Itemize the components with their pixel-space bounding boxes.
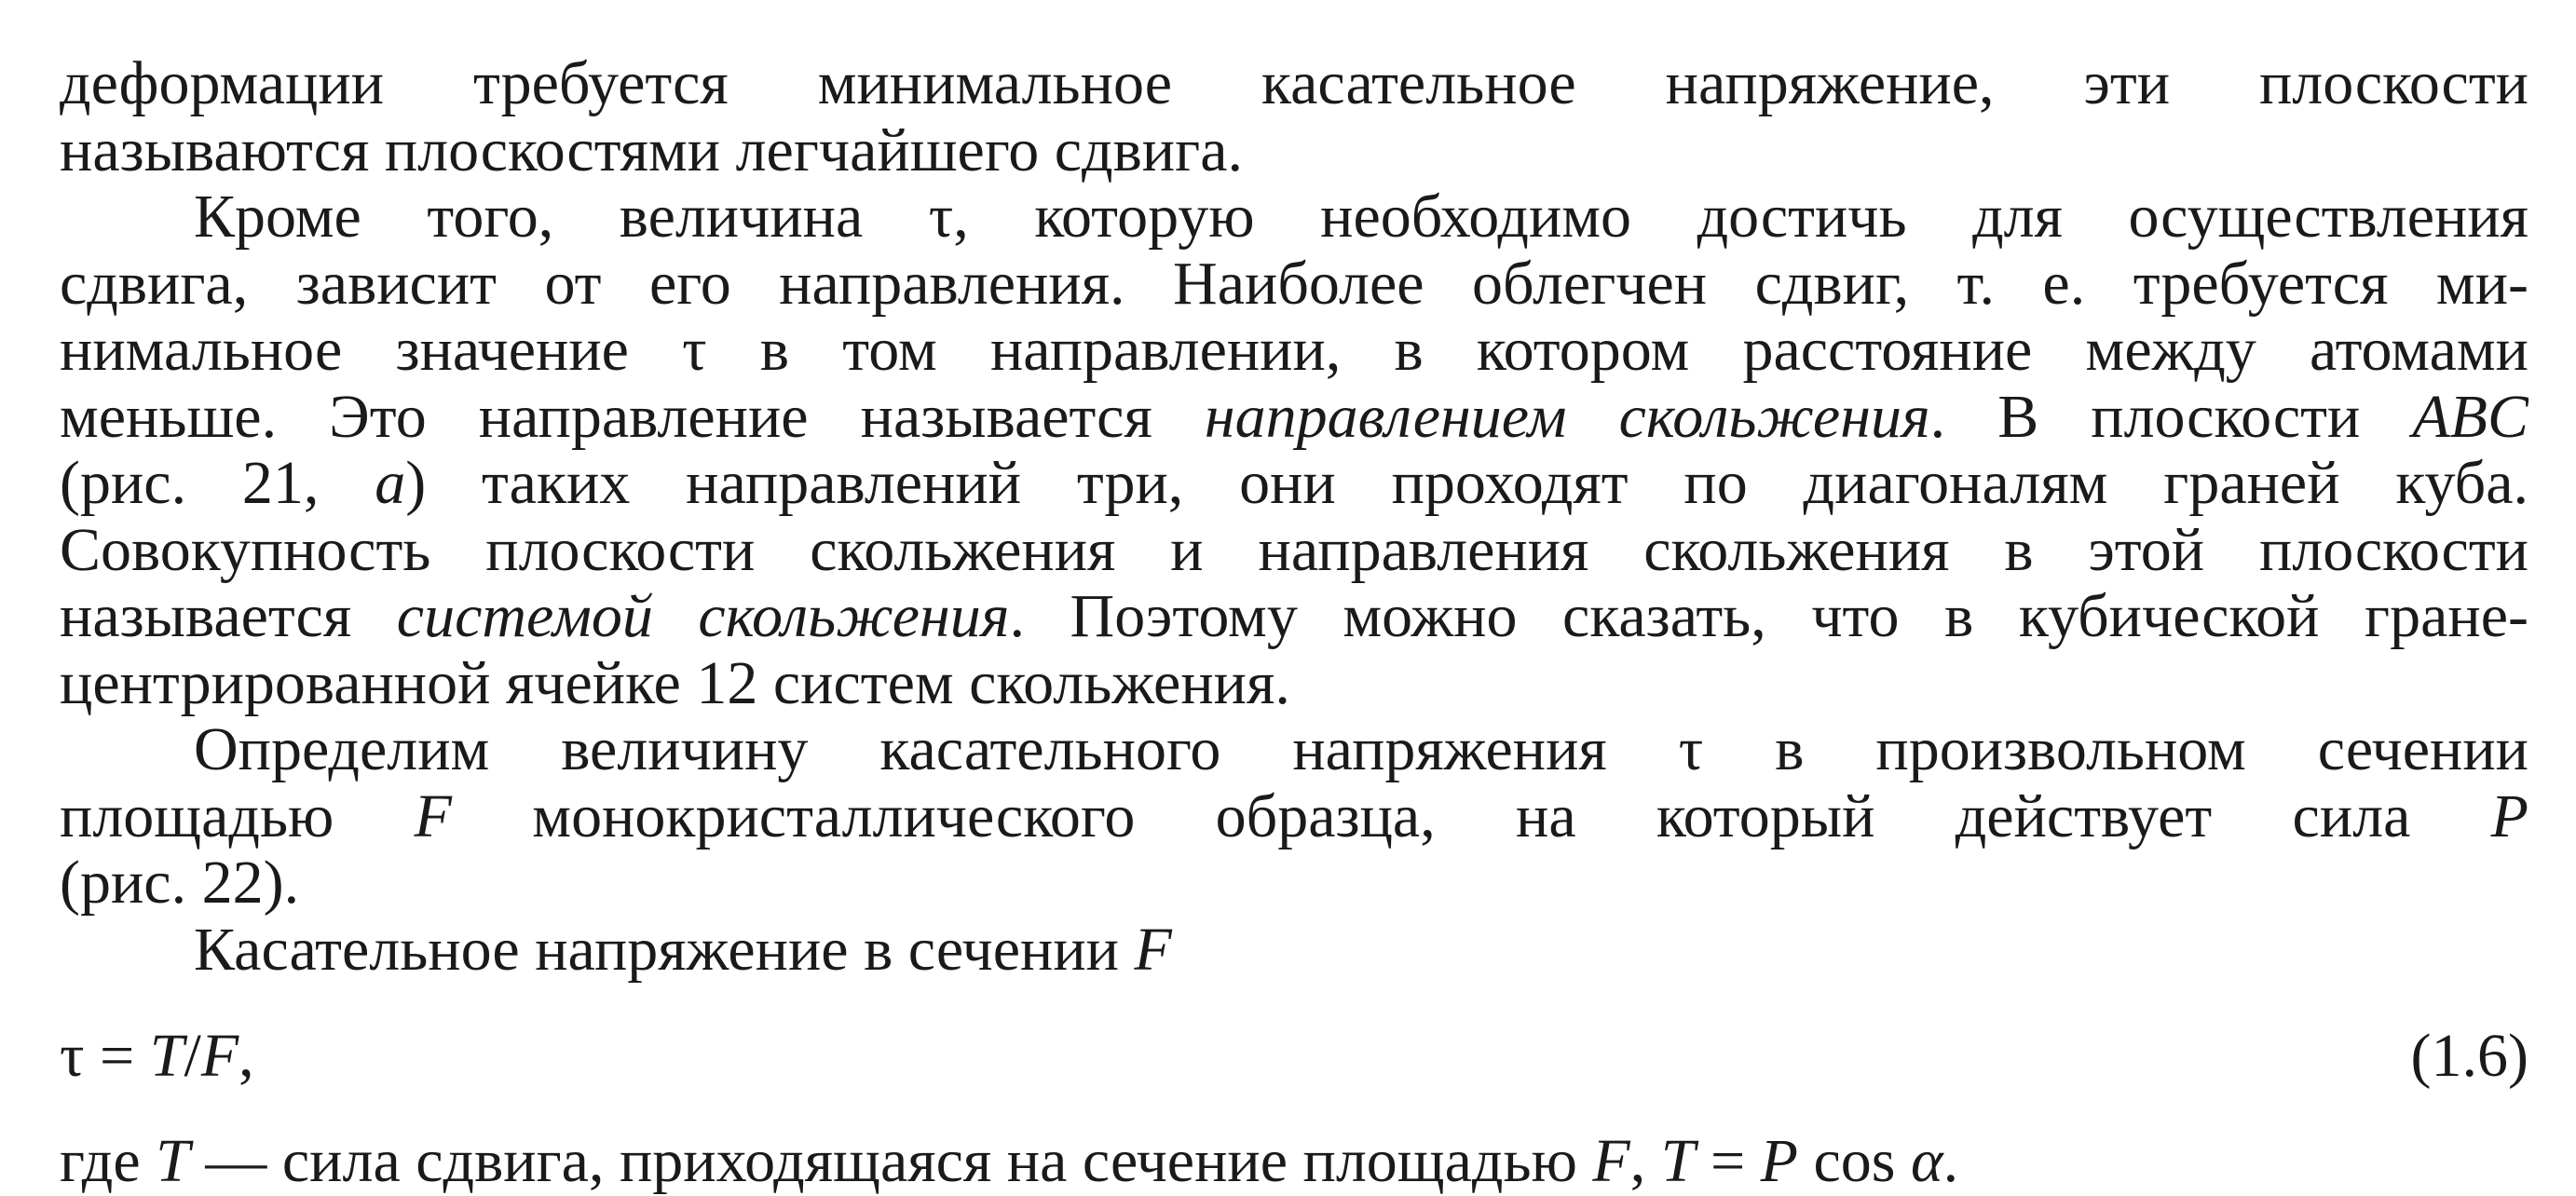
- symbol-alpha: α: [1910, 1128, 1943, 1195]
- symbol-F: F: [1134, 916, 1172, 983]
- text-line-2: называются плоскостями легчайшего сдвига.: [60, 116, 1243, 183]
- text-line-9: [60, 583, 2528, 650]
- symbol-F: F: [1592, 1128, 1630, 1195]
- formula-part: ,: [239, 1022, 254, 1090]
- formula-part: τ =: [60, 1022, 150, 1090]
- text-line-3: Кроме того, величина τ, которую необходимо достичь для осуществления: [194, 183, 2528, 251]
- text-line-1: деформации требуется минимальное касательное напряжение, эти плоскости: [60, 50, 2528, 117]
- text-line-15: [60, 1128, 2528, 1195]
- formula-part: /: [184, 1022, 201, 1090]
- text-line-4: сдвига, зависит от его направления. Наиболее облегчен сдвиг, т. е. требуется ми-: [60, 250, 2528, 317]
- symbol-P: P: [1760, 1128, 1798, 1195]
- equation-number: (1.6): [2410, 1022, 2528, 1090]
- text-run: (рис. 21,: [60, 450, 375, 517]
- text-line-13: (рис. 22).: [60, 849, 300, 917]
- equation-formula: [60, 996, 254, 1117]
- text-run: Касательное напряжение в сечении: [194, 916, 1135, 983]
- text-run: ) таких направлений три, они проходят по диагоналям граней куба.: [405, 450, 2528, 517]
- text-run: =: [1695, 1128, 1761, 1195]
- text-run: монокристаллического образца, на который действует сила: [452, 782, 2491, 849]
- symbol-T: T: [149, 1022, 184, 1090]
- document-page: [60, 50, 2528, 1195]
- text-run: .: [1942, 1128, 1959, 1195]
- text-run: . Поэтому можно сказать, что в кубической гране-: [1009, 583, 2528, 650]
- text-run: называется: [60, 583, 397, 650]
- symbol-P: P: [2490, 782, 2528, 849]
- text-run: площадью: [60, 782, 415, 849]
- text-line-7: [60, 450, 2528, 517]
- plane-label: ABC: [2412, 383, 2528, 450]
- term-slip-direction: направлением скольжения: [1204, 383, 1930, 450]
- text-run: — сила сдвига, приходящаяся на сечение площадью: [189, 1128, 1593, 1195]
- text-run: cos: [1798, 1128, 1911, 1195]
- figure-sublabel: а: [375, 450, 406, 517]
- text-run: ,: [1629, 1128, 1661, 1195]
- text-run: меньше. Это направление называется: [60, 383, 1205, 450]
- text-run: где: [60, 1128, 157, 1195]
- text-line-8: Совокупность плоскости скольжения и направления скольжения в этой плоскости: [60, 516, 2528, 583]
- equation-1-6: [60, 996, 2528, 1117]
- text-line-5: нимальное значение τ в том направлении, в котором расстояние между атомами: [60, 317, 2528, 384]
- symbol-F: F: [414, 782, 452, 849]
- text-line-14: [60, 917, 2528, 984]
- text-line-12: [60, 783, 2528, 850]
- text-line-6: [60, 384, 2528, 451]
- symbol-T: T: [1660, 1128, 1696, 1195]
- symbol-F: F: [200, 1022, 239, 1090]
- text-line-10: центрированной ячейке 12 систем скольжения.: [60, 649, 1290, 716]
- text-run: . В плоскости: [1929, 383, 2413, 450]
- symbol-T: T: [156, 1128, 190, 1195]
- text-line-11: Определим величину касательного напряжения τ в произвольном сечении: [194, 716, 2528, 783]
- term-slip-system: системой скольжения: [396, 583, 1010, 650]
